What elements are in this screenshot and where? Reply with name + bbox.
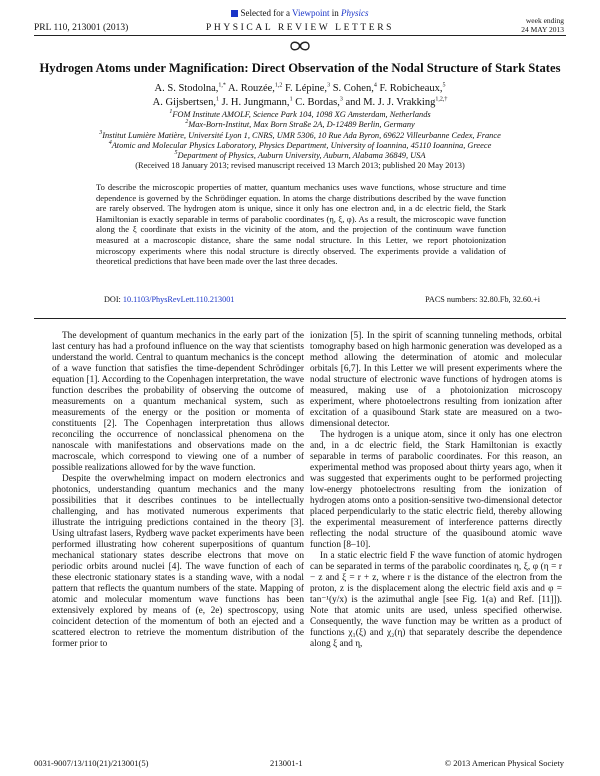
- issue-date: [521, 17, 564, 34]
- author-name: A. S. Stodolna,: [154, 83, 219, 94]
- author-name: F. Robicheaux,: [379, 83, 443, 94]
- affiliation-list: [40, 110, 560, 161]
- left-column: [52, 331, 304, 650]
- viewpoint-banner: [0, 8, 600, 18]
- author-affiliation-marker: 1: [215, 96, 219, 103]
- footer-code: 0031-9007/13/110(21)/213001(5): [34, 758, 149, 768]
- page-number: 213001-1: [270, 758, 303, 768]
- author-name: C. Bordas,: [295, 97, 340, 108]
- affiliation: [40, 131, 560, 141]
- affiliation: [40, 120, 560, 130]
- affiliation-number: 1: [169, 109, 173, 116]
- affiliation: [40, 151, 560, 161]
- journal-citation: PRL 110, 213001 (2013): [34, 23, 129, 33]
- author-name: A. Rouzée,: [227, 83, 275, 94]
- paragraph: ionization [5]. In the spirit of scanning tunneling methods, orbital tomography based on high harmonic generation was developed as a method allowing the determination of atomic and molecular orbitals [6,7]. In this Letter we will present experiments where the nodal structure of electronic wave functions of hydrogen atoms is measured, making use of a photoionization microscopy experiment, where photoelectrons resulting from ionization after excitation of a quasibound Stark state are measured on a two-dimensional detector.: [310, 331, 562, 430]
- selected-mid: in: [331, 8, 339, 18]
- right-column: [310, 331, 562, 650]
- paragraph: The hydrogen is a unique atom, since it only has one electron and, in a dc electric field, the Stark Hamiltonian is exactly separable in terms of parabolic coordinates. For this reason, an experimental method was proposed about thirty years ago, when it was suggested that experiments ought to be performed projecting low-energy photoelectrons resulting from the ionization of hydrogen atoms onto a position-sensitive two-dimensional detector placed perpendicularly to the static electric field, thereby allowing the experimental measurement of interference patterns directly reflecting the nodal structure of the quasibound atomic wave function [8–10].: [310, 430, 562, 551]
- author-name: A. Gijsbertsen,: [152, 97, 216, 108]
- author-name: J. H. Jungmann,: [221, 97, 290, 108]
- author-affiliation-marker: 5: [442, 82, 446, 89]
- copyright: © 2013 American Physical Society: [444, 758, 564, 768]
- author-affiliation-marker: 1,2: [274, 82, 283, 89]
- doi-label: DOI:: [104, 295, 121, 304]
- author-line-2: [60, 96, 540, 110]
- viewpoint-badge-icon: [231, 10, 238, 17]
- author-list: [60, 82, 540, 110]
- affiliation-number: 3: [99, 129, 103, 136]
- header-rule: [34, 35, 566, 36]
- paragraph: Despite the overwhelming impact on modern electronics and photonics, understanding quantum mechanics and the many possibilities that it describes continues to be intellectually challenging, and has motivated numerous experiments that illustrate the intriguing predictions contained in the theory [3]. Using ultrafast lasers, Rydberg wave packet experiments have been performed illustrating how coherent superpositions of quantum mechanical stationary states describe electrons that move on periodic orbits around nuclei [4]. The wave function of each of these electronic stationary states is a standing wave, with a nodal pattern that reflects the quantum numbers of the state. Mapping of atomic and molecular momentum wave functions has been extensively explored by means of (e, 2e) spectroscopy, using coincident detection of the momentum of both an ejected and a scattered electron to retrieve the momentum distribution of the former prior to: [52, 474, 304, 650]
- affiliation: [40, 141, 560, 151]
- author-name: S. Cohen,: [332, 83, 374, 94]
- aps-logo-icon: [288, 39, 312, 53]
- author-affiliation-marker: 4: [373, 82, 377, 89]
- journal-name: PHYSICAL REVIEW LETTERS: [205, 23, 395, 33]
- affiliations: [40, 110, 560, 172]
- affiliation-text: FOM Institute AMOLF, Science Park 104, 1098 XG Amsterdam, Netherlands: [172, 110, 431, 119]
- week-ending-date: 24 MAY 2013: [521, 24, 564, 34]
- affiliation-text: Atomic and Molecular Physics Laboratory, Physics Department, University of Ioannina, 45110 Ioannina, Greece: [111, 140, 492, 150]
- author-affiliation-marker: 1: [289, 96, 293, 103]
- viewpoint-link[interactable]: Viewpoint: [292, 8, 330, 18]
- paper-title: Hydrogen Atoms under Magnification: Direct Observation of the Nodal Structure of Stark States: [39, 61, 561, 75]
- author-affiliation-marker: 3: [339, 96, 343, 103]
- affiliation-text: Max-Born-Institut, Max Born Straße 2A, D-12489 Berlin, Germany: [188, 120, 415, 130]
- affiliation-number: 4: [108, 140, 112, 147]
- paragraph: The development of quantum mechanics in the early part of the last century has had a profound influence on the way that scientists understand the world. Central to quantum mechanics is the concept of a wave function that satisfies the time-dependent Schrödinger equation [1]. According to the Copenhagen interpretation, the wave function describes the probability of observing the outcome of measurements on a quantum mechanical system, such as measurements of the energy or the position or momenta of constituents [2]. The Copenhagen interpretation thus allows reconciling the occurrence of nonclassical phenomena on the nanoscale with manifestations and observations made on the macroscale, which correspond to viewing one of a number of possible realizations allowed for by the wave function.: [52, 331, 304, 474]
- author-name: and M. J. J. Vrakking: [345, 97, 436, 108]
- week-ending-label: week ending: [525, 16, 564, 25]
- author-name: F. Lépine,: [285, 83, 328, 94]
- author-affiliation-marker: 1,2,†: [435, 96, 448, 103]
- author-affiliation-marker: 3: [327, 82, 331, 89]
- paragraph: In a static electric field F the wave function of atomic hydrogen can be separated in terms of the parabolic coordinates η, ξ, φ (η = r − z and ξ = r + z, where r is the distance of the electron from the proton, z is the displacement along the electric field axis and φ = tan⁻¹(y/x) is the azimuthal angle [see Fig. 1(a) and Ref. [11]]). Note that atomic units are used, unless specified otherwise. Consequently, the wave function may be written as a product of functions χ₁(ξ) and χ₂(η) that separately describe the dependence along ξ and η,: [310, 551, 562, 650]
- affiliation-number: 2: [185, 119, 189, 126]
- affiliation-number: 5: [174, 150, 178, 157]
- selected-prefix: Selected for a: [240, 8, 290, 18]
- affiliation: [40, 110, 560, 120]
- physics-link[interactable]: Physics: [341, 8, 369, 18]
- author-line-1: [60, 82, 540, 96]
- affiliation-text: Department of Physics, Auburn University, Auburn, Alabama 36849, USA: [177, 151, 426, 161]
- doi-link[interactable]: 10.1103/PhysRevLett.110.213001: [122, 295, 235, 304]
- received-dates: (Received 18 January 2013; revised manuscript received 13 March 2013; published 20 May 2013): [135, 161, 465, 171]
- abstract-rule: [34, 318, 566, 319]
- pacs-numbers: PACS numbers: 32.80.Fb, 32.60.+i: [425, 295, 540, 304]
- author-affiliation-marker: 1,*: [218, 82, 226, 89]
- affiliation-text: Institut Lumière Matière, Université Lyon 1, CNRS, UMR 5306, 10 Rue Ada Byron, 69622 Villeurbanne Cedex, France: [102, 130, 501, 140]
- abstract: To describe the microscopic properties of matter, quantum mechanics uses wave functions, whose structure and time dependence is governed by the Schrödinger equation. In atoms the charge distributions described by the wave function are rarely observed. The hydrogen atom is unique, since it only has one electron and, in a dc electric field, the Stark Hamiltonian is exactly separable in terms of parabolic coordinates (η, ξ, φ). As a result, the microscopic wave function along the ξ coordinate that exists in the vicinity of the atom, and the projection of the continuum wave function measured at a macroscopic distance, share the same nodal structure. In this Letter, we report photoionization microscopy experiments where this nodal structure is directly observed. The experiments provide a validation of theoretical predictions that have been made over the last three decades.: [96, 182, 506, 267]
- header-center: [0, 8, 600, 33]
- doi: [104, 295, 234, 304]
